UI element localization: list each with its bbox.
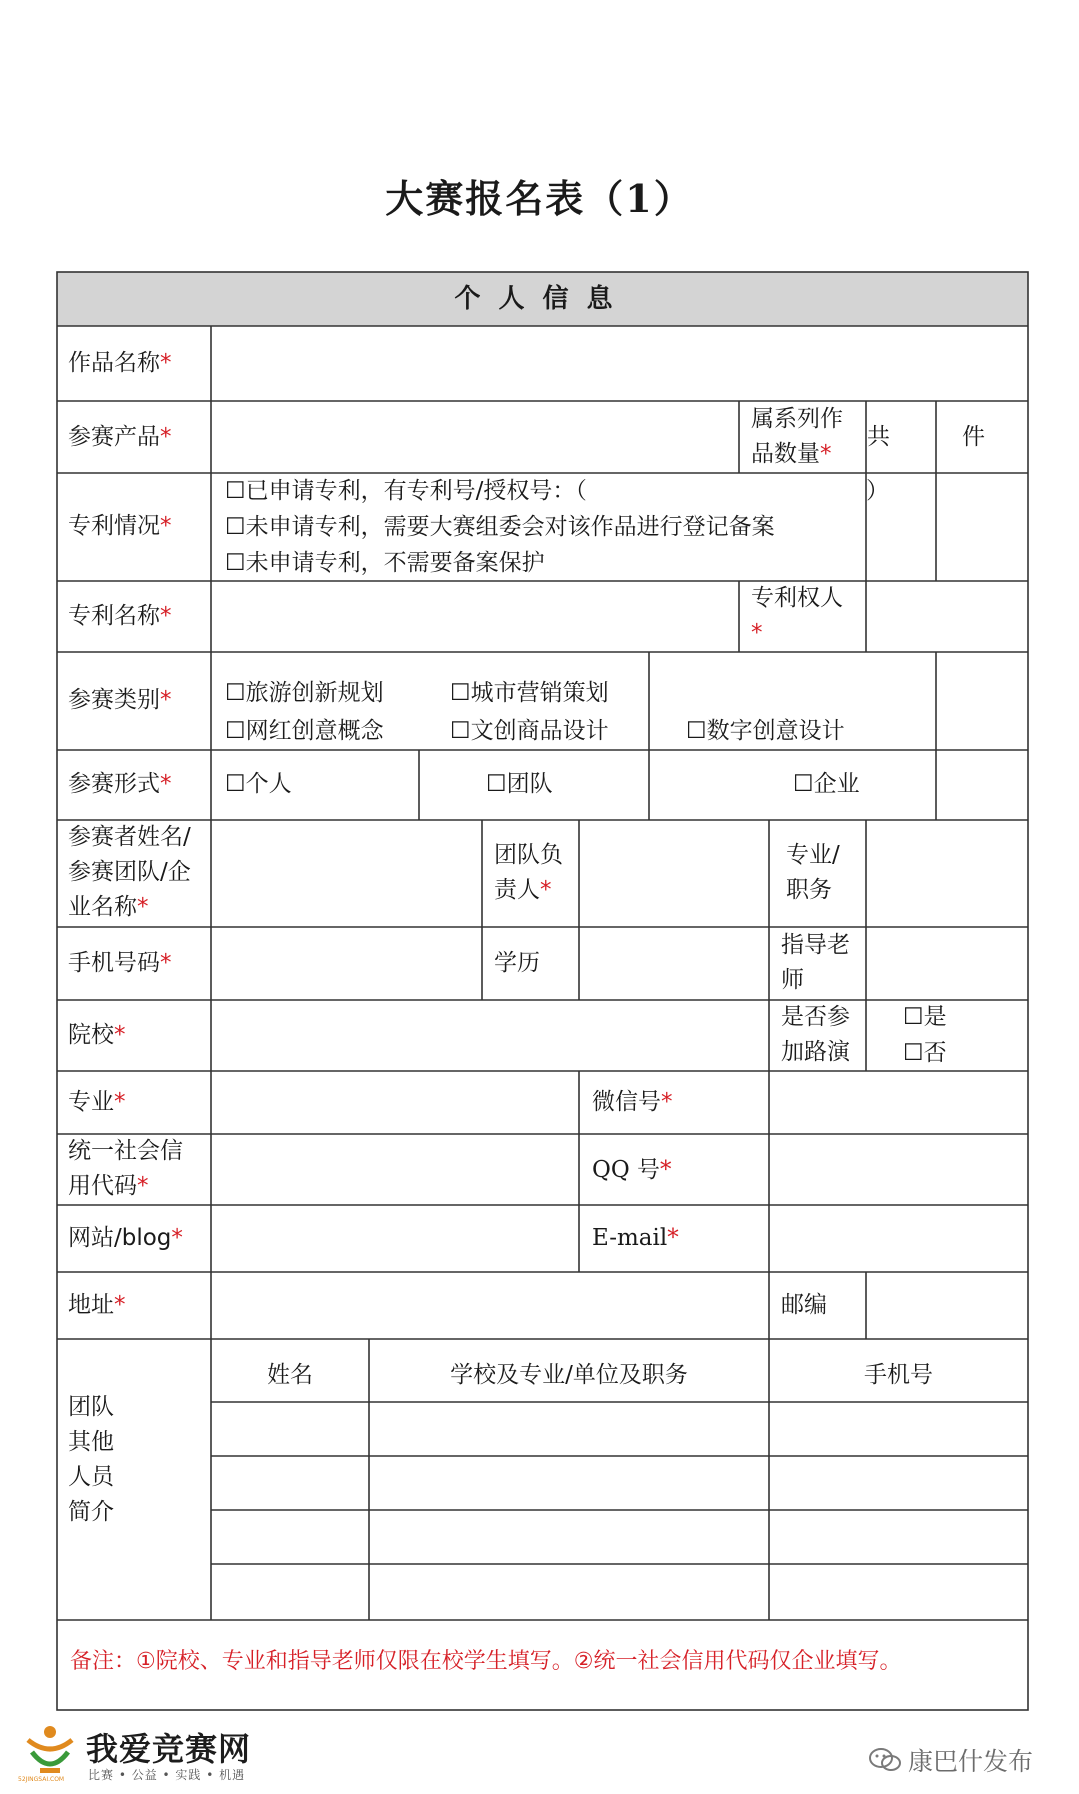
label-qq: QQ 号* [592, 1157, 672, 1183]
site-logo [18, 1722, 318, 1788]
series-jian: 件 [962, 424, 985, 450]
label-team-members: 团队 其他 人员 简介 [68, 1394, 114, 1525]
trophy-logo-icon [18, 1722, 82, 1782]
patent-number-close: ） [866, 478, 889, 504]
checkbox-roadshow-no[interactable]: ☐否 [903, 1040, 947, 1066]
label-patent-status: 专利情况* [68, 513, 172, 539]
label-wechat: 微信号* [592, 1089, 673, 1115]
team-col-school: 学校及专业/单位及职务 [450, 1362, 688, 1388]
series-gong: 共 [867, 424, 890, 450]
label-series-count: 属系列作 品数量* [751, 406, 843, 467]
checkbox-patent-none[interactable]: ☐未申请专利，不需要备案保护 [225, 550, 545, 576]
label-roadshow: 是否参 加路演 [781, 1004, 850, 1065]
section-header-personal-info: 个人信息 [57, 272, 1028, 326]
wechat-account-name: 康巴什发布 [908, 1747, 1034, 1776]
wechat-icon [868, 1746, 902, 1774]
checkbox-category-tourism[interactable]: ☐旅游创新规划 [225, 680, 384, 706]
label-patent-name: 专利名称* [68, 603, 172, 629]
checkbox-category-cultural[interactable]: ☐文创商品设计 [450, 718, 609, 744]
label-postcode: 邮编 [781, 1292, 827, 1318]
checkbox-category-influencer[interactable]: ☐网红创意概念 [225, 718, 384, 744]
label-participant: 参赛者姓名/ 参赛团队/企 业名称* [68, 824, 191, 920]
checkbox-patent-register[interactable]: ☐未申请专利，需要大赛组委会对该作品进行登记备案 [225, 514, 775, 540]
wechat-account-watermark [868, 1742, 1068, 1782]
label-form: 参赛形式* [68, 771, 172, 797]
label-school: 院校* [68, 1022, 126, 1048]
checkbox-patent-applied[interactable]: ☐已申请专利，有专利号/授权号：（ [225, 478, 587, 504]
label-website: 网站/blog* [68, 1225, 183, 1251]
label-address: 地址* [68, 1292, 126, 1318]
checkbox-form-individual[interactable]: ☐个人 [225, 771, 292, 797]
checkbox-category-digital[interactable]: ☐数字创意设计 [686, 718, 845, 744]
checkbox-roadshow-yes[interactable]: ☐是 [903, 1004, 947, 1030]
remarks-note: 备注：①院校、专业和指导老师仅限在校学生填写。②统一社会信用代码仅企业填写。 [70, 1649, 902, 1674]
logo-url: 52JINGSAI.COM [18, 1776, 65, 1783]
label-phone: 手机号码* [68, 950, 172, 976]
label-major: 专业* [68, 1089, 126, 1115]
label-team-leader: 团队负 责人* [494, 842, 563, 903]
label-email: E-mail* [592, 1225, 679, 1251]
label-advisor: 指导老 师 [781, 932, 850, 993]
checkbox-form-team[interactable]: ☐团队 [486, 771, 553, 797]
checkbox-category-city[interactable]: ☐城市营销策划 [450, 680, 609, 706]
label-credit-code: 统一社会信 用代码* [68, 1138, 183, 1199]
checkbox-form-enterprise[interactable]: ☐企业 [793, 771, 860, 797]
logo-title: 我爱竞赛网 [86, 1730, 252, 1768]
team-col-phone: 手机号 [864, 1362, 933, 1388]
label-patentee: 专利权人 * [751, 585, 843, 646]
logo-slogan: 比赛 • 公益 • 实践 • 机遇 [88, 1768, 246, 1782]
form-title: 大赛报名表（1） [385, 176, 694, 221]
team-col-name: 姓名 [267, 1362, 313, 1388]
label-product: 参赛产品* [68, 424, 172, 450]
label-major-title: 专业/ 职务 [786, 842, 840, 903]
label-category: 参赛类别* [68, 687, 172, 713]
label-education: 学历 [494, 950, 540, 976]
label-work-name: 作品名称* [68, 350, 172, 376]
